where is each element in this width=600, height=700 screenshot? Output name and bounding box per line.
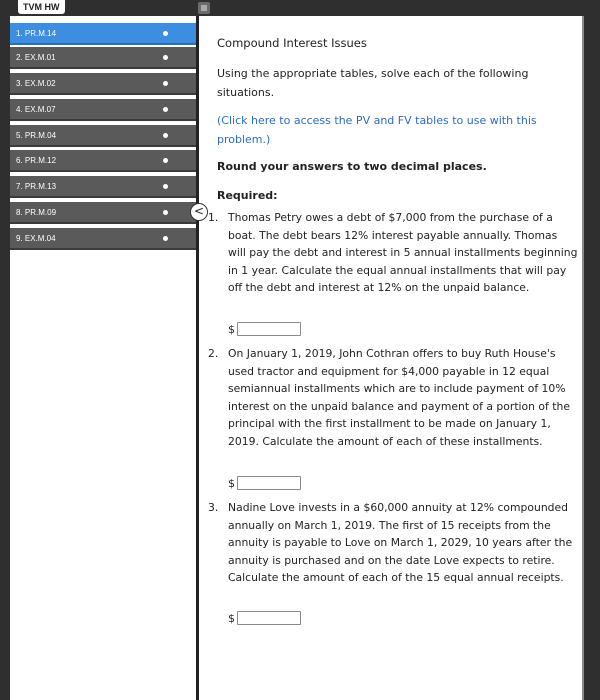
sidebar-item-ex-m-04[interactable]: [10, 228, 196, 250]
status-dot-icon: [163, 81, 168, 86]
sidebar-item-pr-m-14[interactable]: [10, 23, 196, 45]
answer-input-3[interactable]: [237, 611, 301, 625]
question-1: [208, 209, 578, 297]
status-dot-icon: [163, 31, 168, 36]
question-number: 1.: [208, 211, 219, 224]
question-text: Nadine Love invests in a $60,000 annuity at 12% compounded annually on March 1, 2019. The first of 15 receipts from the annuity is payable to Love on March 1, 2029, 10 years after the annuity is purchased and on the date Love expects to retire. Calculate the amount of each of the 15 equal annual receipts.: [228, 501, 573, 584]
status-dot-icon: [163, 236, 168, 241]
scrollbar-track[interactable]: [582, 16, 584, 700]
status-dot-icon: [163, 158, 168, 163]
question-2: [208, 345, 578, 450]
answer-input-1[interactable]: [237, 322, 301, 336]
sidebar-splitter[interactable]: [196, 16, 199, 700]
question-number: 3.: [208, 501, 219, 514]
sidebar-item-label: 9. EX.M.04: [16, 234, 56, 243]
status-dot-icon: [163, 210, 168, 215]
sidebar-item-label: 5. PR.M.04: [16, 131, 57, 140]
status-dot-icon: [163, 107, 168, 112]
right-frame: [582, 16, 600, 700]
chevron-left-icon: <: [193, 204, 205, 218]
sidebar-item-label: 2. EX.M.01: [16, 53, 56, 62]
question-3: [208, 499, 578, 587]
sidebar-item-label: 3. EX.M.02: [16, 79, 56, 88]
sidebar-item-label: 1. PR.M.14: [16, 29, 57, 38]
app-title: TVM HW: [18, 0, 65, 14]
collapse-sidebar-button[interactable]: [190, 203, 208, 221]
currency-symbol: $: [228, 323, 235, 336]
rounding-note: Round your answers to two decimal places.: [217, 160, 487, 173]
question-number: 2.: [208, 347, 219, 360]
instructions-text: Using the appropriate tables, solve each of the following situations.: [217, 67, 529, 99]
status-dot-icon: [163, 133, 168, 138]
sidebar-item-label: 8. PR.M.09: [16, 208, 57, 217]
required-heading: Required:: [217, 189, 278, 202]
answer-input-2[interactable]: [237, 476, 301, 490]
sidebar-item-label: 6. PR.M.12: [16, 156, 57, 165]
tables-link[interactable]: (Click here to access the PV and FV tables to use with this problem.): [217, 114, 537, 146]
sidebar-item-pr-m-12[interactable]: [10, 150, 196, 172]
sidebar-item-label: 4. EX.M.07: [16, 105, 56, 114]
page-title: Compound Interest Issues: [217, 36, 367, 50]
panel-toggle-icon[interactable]: [198, 2, 210, 14]
left-frame: [0, 16, 10, 700]
window-title-bar: [0, 0, 600, 16]
question-text: On January 1, 2019, John Cothran offers to buy Ruth House's used tractor and equipment for $4,000 payable in 12 equal semiannual installments which are to include payment of 10% interest on the unpaid balance and payment of a portion of the principal with the first installment to be made on January 1, 2019. Calculate the amount of each of these installments.: [228, 347, 570, 448]
currency-symbol: $: [228, 477, 235, 490]
question-text: Thomas Petry owes a debt of $7,000 from the purchase of a boat. The debt bears 12% interest payable annually. Thomas will pay the debt and interest in 5 annual installments beginning in 1 year. Calculate the equal annual installments that will pay off the debt and interest at 12% on the unpaid balance.: [228, 211, 578, 294]
status-dot-icon: [163, 55, 168, 60]
sidebar-item-ex-m-02[interactable]: [10, 73, 196, 95]
sidebar-item-label: 7. PR.M.13: [16, 182, 57, 191]
currency-symbol: $: [228, 612, 235, 625]
sidebar-item-pr-m-13[interactable]: [10, 176, 196, 198]
sidebar-item-ex-m-07[interactable]: [10, 99, 196, 121]
sidebar-item-pr-m-09[interactable]: [10, 202, 196, 224]
status-dot-icon: [163, 184, 168, 189]
sidebar-item-ex-m-01[interactable]: [10, 47, 196, 69]
sidebar-item-pr-m-04[interactable]: [10, 125, 196, 147]
